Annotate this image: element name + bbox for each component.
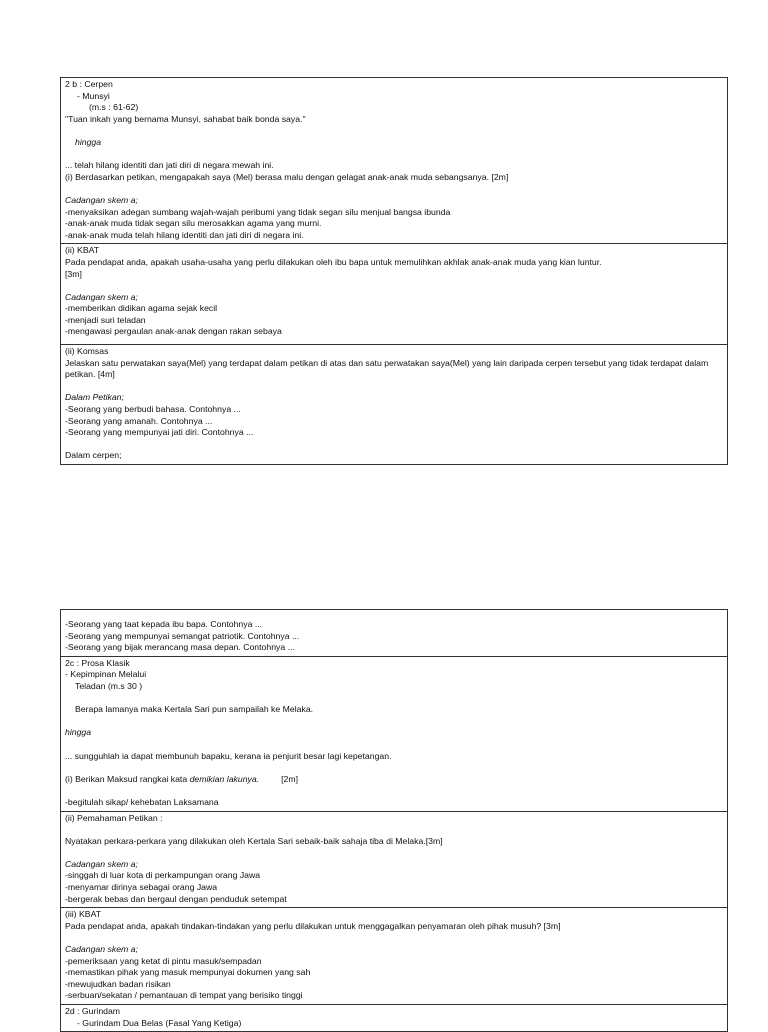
text-title: - Gurindam Dua Belas (Fasal Yang Ketiga) [77,1017,242,1028]
marks-label: [3m] [65,268,82,279]
answer-item: -anak-anak muda telah hilang identiti dan jati diri di negara ini. [65,229,304,240]
dalam-petikan-label: Dalam Petikan; [65,392,124,403]
section-heading: 2c : Prosa Klasik [65,657,130,668]
answer-box-prosa [60,609,728,1032]
question-text: (i) Berdasarkan petikan, mengapakah saya (Mel) berasa malu dengan gelagat anak-anak muda sebangsanya. [2m] [65,171,509,182]
cadangan-label: Cadangan skem a; [65,858,138,869]
question-text: Nyatakan perkara-perkara yang dilakukan oleh Kertala Sari sebaik-baik sahaja tiba di Melaka.[3m] [65,835,443,846]
section-cerpen-continued [61,610,727,656]
section-kbat-2 [61,907,727,1004]
answer-item: -begitulah sikap/ kehebatan Laksamana [65,796,219,807]
answer-item: -serbuan/sekatan / pemantauan di tempat yang berisiko tinggi [65,990,303,1001]
section-heading: 2d : Gurindam [65,1006,121,1016]
cadangan-label: Cadangan skem a; [65,194,138,205]
answer-item: -bergerak bebas dan bergaul dengan penduduk setempat [65,893,287,904]
cadangan-label: Cadangan skem a; [65,291,138,302]
answer-item: -mewujudkan badan risikan [65,978,171,989]
quote-start: Berapa lamanya maka Kertala Sari pun sampailah ke Melaka. [75,704,314,715]
section-heading: 2 b : Cerpen [65,79,113,89]
text-title: - Munsyi [77,90,110,101]
section-heading: (ii) Komsas [65,346,109,357]
answer-item: -mengawasi pergaulan anak-anak dengan rakan sebaya [65,326,282,337]
dalam-cerpen-label: Dalam cerpen; [65,450,122,461]
section-heading: (iii) KBAT [65,909,102,920]
section-prosa-klasik [61,656,727,811]
text-title-cont: Teladan (m.s 30 ) [75,680,143,691]
answer-item: -menyamar dirinya sebagai orang Jawa [65,882,218,893]
question-text: Jelaskan satu perwatakan saya(Mel) yang terdapat dalam petikan di atas dan satu perwatakan saya(Mel) yang lain daripada cerpen tersebut yang tidak terdapat dalam petikan. [4m] [65,357,709,380]
answer-item: -menjadi suri teladan [65,314,146,325]
section-pemahaman [61,811,727,908]
answer-item: -anak-anak muda tidak segan silu merosakkan agama yang murni. [65,218,322,229]
page-reference: (m.s : 61-62) [89,102,139,113]
section-komsas [61,344,727,464]
answer-item: -Seorang yang mempunyai semangat patriotik. Contohnya ... [65,630,300,641]
answer-item: -menyaksikan adegan sumbang wajah-wajah peribumi yang tidak segan silu menjual bangsa ibunda [65,206,451,217]
section-cerpen-question-i [61,78,727,243]
answer-item: -Seorang yang amanah. Contohnya ... [65,415,213,426]
question-phrase: demikian lakunya. [189,773,260,784]
answer-box-cerpen [60,77,728,465]
answer-item: -memberikan didikan agama sejak kecil [65,303,218,314]
answer-item: -Seorang yang mempunyai jati diri. Contohnya ... [65,427,254,438]
question-prefix: (i) Berikan Maksud rangkai kata [65,773,190,784]
section-kbat [61,243,727,344]
question-text: Pada pendapat anda, apakah usaha-usaha yang perlu dilakukan oleh ibu bapa untuk memulihkan akhlak anak-anak muda yang kian luntur. [65,256,602,267]
quote-start: "Tuan inkah yang bernama Munsyi, sahabat baik bonda saya." [65,113,306,124]
answer-item: -Seorang yang bijak merancang masa depan. Contohnya ... [65,642,295,653]
hingga-label: hingga [75,136,102,147]
hingga-label: hingga [65,727,92,738]
question-text [65,774,723,786]
answer-item: -pemeriksaan yang ketat di pintu masuk/sempadan [65,955,262,966]
question-text: Pada pendapat anda, apakah tindakan-tindakan yang perlu dilakukan untuk menggagalkan penyamaran oleh pihak musuh? [3m] [65,920,561,931]
answer-item: -memastikan pihak yang masuk mempunyai dokumen yang sah [65,967,311,978]
section-heading: (ii) Pemahaman Petikan : [65,812,163,823]
answer-item: -Seorang yang berbudi bahasa. Contohnya ... [65,404,241,415]
section-gurindam [61,1004,727,1031]
quote-end: ... telah hilang identiti dan jati diri di negara mewah ini. [65,160,274,171]
section-heading: (ii) KBAT [65,245,100,256]
answer-item: -Seorang yang taat kepada ibu bapa. Contohnya ... [65,619,263,629]
quote-end: ... sungguhlah ia dapat membunuh bapaku, kerana ia penjurit besar lagi kepetangan. [65,750,392,761]
answer-item: -singgah di luar kota di perkampungan orang Jawa [65,870,261,881]
text-title: - Kepimpinan Melalui [65,669,147,680]
cadangan-label: Cadangan skem a; [65,944,138,955]
marks-label: [2m] [281,773,299,784]
